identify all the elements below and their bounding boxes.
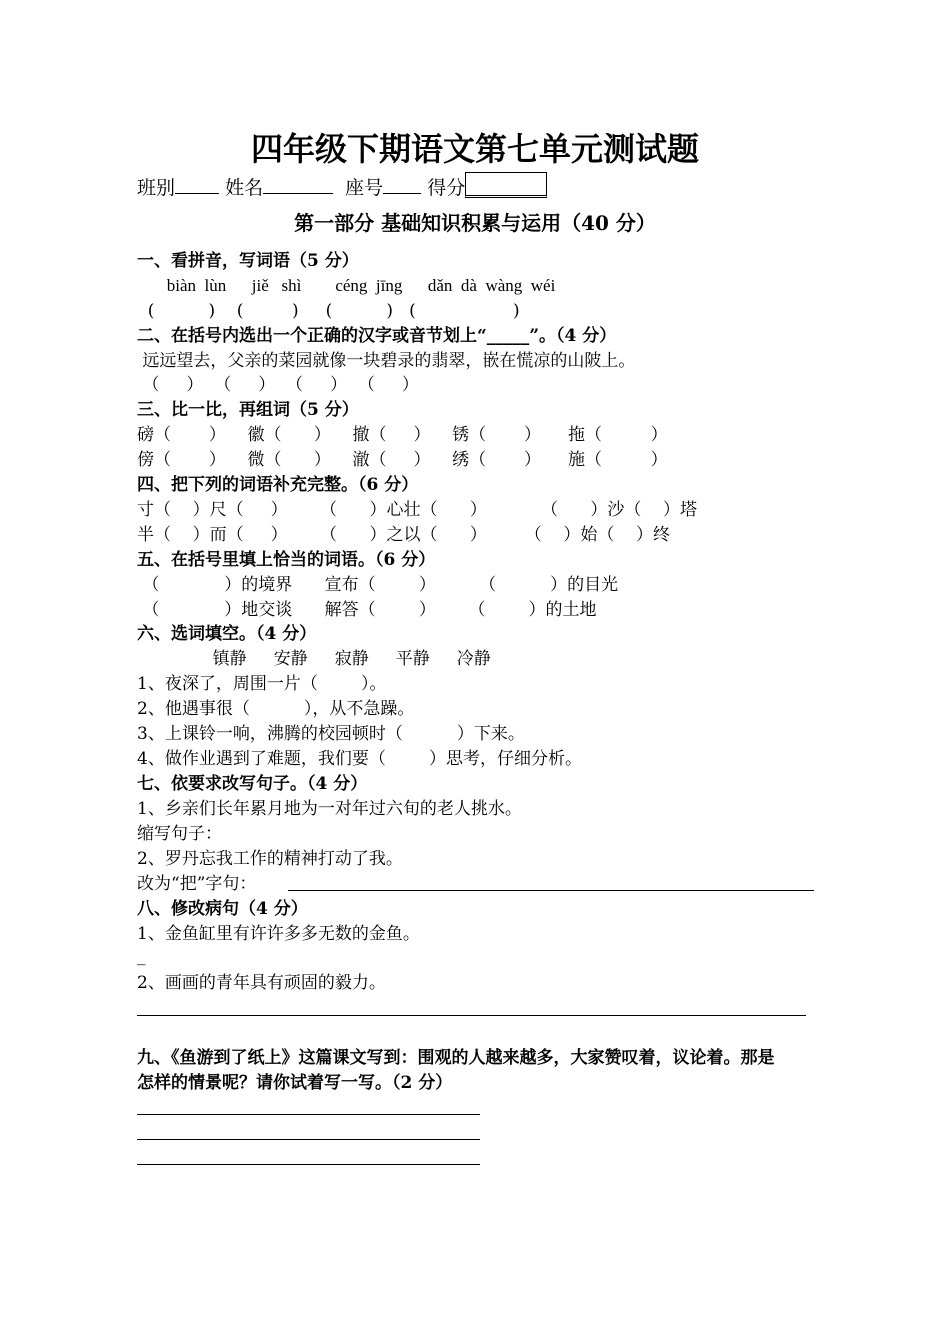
q8-answer-mark[interactable]: _ <box>137 946 146 966</box>
seat-blank[interactable] <box>383 173 421 194</box>
class-blank[interactable] <box>175 173 219 194</box>
q9-answer-line-1[interactable] <box>137 1114 480 1115</box>
part-one-title: 第一部分 基础知识积累与运用（40 分） <box>294 211 656 235</box>
q8-answer-line[interactable] <box>137 1015 806 1016</box>
q5-row-2[interactable]: （ ）地交谈 解答（ ） （ ）的土地 <box>137 600 597 620</box>
q7-task-1: 缩写句子： <box>137 824 222 844</box>
q1-pinyin: biàn lùn jiě shì céng jīng dǎn dà wàng wéi <box>137 276 556 295</box>
student-info-row <box>137 172 547 202</box>
q9-answer-line-2[interactable] <box>137 1139 480 1140</box>
q1-heading: 一、看拼音，写词语（5 分） <box>137 251 359 271</box>
score-box[interactable] <box>465 172 547 198</box>
q6-sentence-2[interactable]: 2、他遇事很（ ），从不急躁。 <box>137 699 415 719</box>
q7-answer-line[interactable] <box>288 890 814 891</box>
q3-heading: 三、比一比，再组词（5 分） <box>137 400 359 420</box>
q4-row-2[interactable]: 半（ ）而（ ） （ ）之以（ ） （ ）始（ ）终 <box>137 525 670 545</box>
q8-sentence-1: 1、金鱼缸里有许许多多无数的金鱼。 <box>137 924 420 944</box>
q7-sentence-2: 2、罗丹忘我工作的精神打动了我。 <box>137 849 403 869</box>
q2-heading: 二、在括号内选出一个正确的汉字或音节划上“_____”。（4 分） <box>137 326 617 346</box>
name-label: 姓名 <box>225 177 264 199</box>
q6-sentence-4[interactable]: 4、做作业遇到了难题，我们要（ ）思考，仔细分析。 <box>137 749 583 769</box>
q6-heading: 六、选词填空。（4 分） <box>137 624 317 644</box>
q8-sentence-2: 2、画画的青年具有顽固的毅力。 <box>137 973 386 993</box>
q3-row-1[interactable]: 磅（ ） 徽（ ） 撤（ ） 锈（ ） 拖（ ） <box>137 425 668 445</box>
q5-row-1[interactable]: （ ）的境界 宣布（ ） （ ）的目光 <box>137 575 619 595</box>
q9-prompt-line-1: 九、《鱼游到了纸上》这篇课文写到：围观的人越来越多，大家赞叹着，议论着。那是 <box>137 1048 775 1068</box>
q6-sentence-1[interactable]: 1、夜深了，周围一片（ ）。 <box>137 674 387 694</box>
q2-answer-brackets[interactable]: （ ） （ ） （ ） （ ） <box>137 375 419 395</box>
q4-row-1[interactable]: 寸（ ）尺（ ） （ ）心壮（ ） （ ）沙（ ）塔 <box>137 500 697 520</box>
page-title: 四年级下期语文第七单元测试题 <box>250 130 699 168</box>
name-blank[interactable] <box>263 173 333 194</box>
score-label: 得分 <box>427 177 466 199</box>
q1-answer-brackets[interactable]: ( ) ( ) ( ) ( ) <box>137 301 520 321</box>
q9-answer-line-3[interactable] <box>137 1164 480 1165</box>
q6-word-bank: 镇静 安静 寂静 平静 冷静 <box>137 649 491 669</box>
q8-heading: 八、修改病句（4 分） <box>137 899 308 919</box>
q3-row-2[interactable]: 傍（ ） 微（ ） 澈（ ） 绣（ ） 施（ ） <box>137 450 668 470</box>
q7-sentence-1: 1、乡亲们长年累月地为一对年过六旬的老人挑水。 <box>137 799 522 819</box>
q7-heading: 七、依要求改写句子。（4 分） <box>137 774 368 794</box>
q4-heading: 四、把下列的词语补充完整。（6 分） <box>137 475 419 495</box>
q5-heading: 五、在括号里填上恰当的词语。（6 分） <box>137 550 436 570</box>
seat-label: 座号 <box>345 177 384 199</box>
class-label: 班别 <box>137 177 176 199</box>
q9-prompt-line-2: 怎样的情景呢？请你试着写一写。（2 分） <box>137 1073 453 1093</box>
q2-sentence: 远远望去，父亲的菜园就像一块碧录的翡翠，嵌在慌凉的山陂上。 <box>137 351 636 371</box>
q7-task-2: 改为“把”字句： <box>137 874 257 894</box>
q6-sentence-3[interactable]: 3、上课铃一响，沸腾的校园顿时（ ）下来。 <box>137 724 525 744</box>
